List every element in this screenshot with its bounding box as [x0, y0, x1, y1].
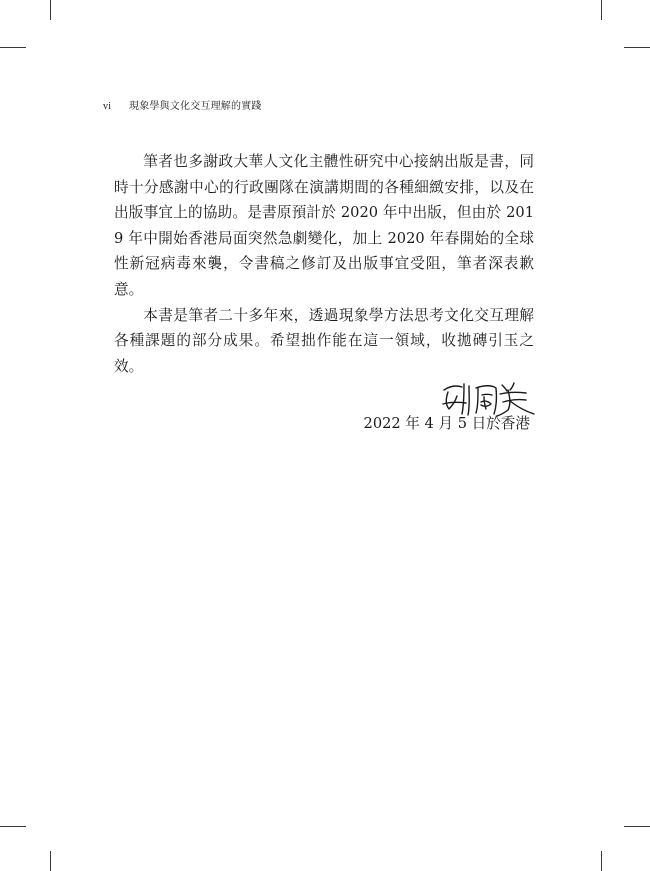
- date-place-line: 2022 年 4 月 5 日於香港: [363, 415, 530, 432]
- page-folio: vi: [103, 101, 112, 112]
- crop-mark-bottom-right-h: [624, 826, 650, 827]
- crop-mark-bottom-left-h: [0, 826, 26, 827]
- crop-mark-top-left-h: [0, 47, 26, 48]
- running-head: [103, 97, 262, 112]
- crop-mark-top-left: [50, 0, 51, 20]
- paragraph-acknowledgement: 筆者也多謝政大華人文化主體性研究中心接納出版是書，同時十分感謝中心的行政團隊在演講期間的各種細緻安排，以及在出版事宜上的協助。是書原預計於 2020 年中出版，但由於 2019 年中開始香港局面突然急劇變化，加上 2020 年春開始的全球性新冠病毒來襲，令書稿之修訂及出版事宜受阻，筆者深表歉意。: [114, 153, 534, 298]
- paragraph-summary: 本書是筆者二十多年來，透過現象學方法思考文化交互理解各種課題的部分成果。希望拙作能在這一領域，收拋磚引玉之效。: [114, 306, 534, 375]
- crop-mark-top-right-h: [624, 47, 650, 48]
- crop-mark-top-right: [601, 0, 602, 20]
- body-text: [114, 149, 534, 379]
- running-head-title: 現象學與文化交互理解的實踐: [129, 101, 262, 112]
- crop-mark-bottom-left: [50, 851, 51, 871]
- crop-mark-bottom-right: [601, 851, 602, 871]
